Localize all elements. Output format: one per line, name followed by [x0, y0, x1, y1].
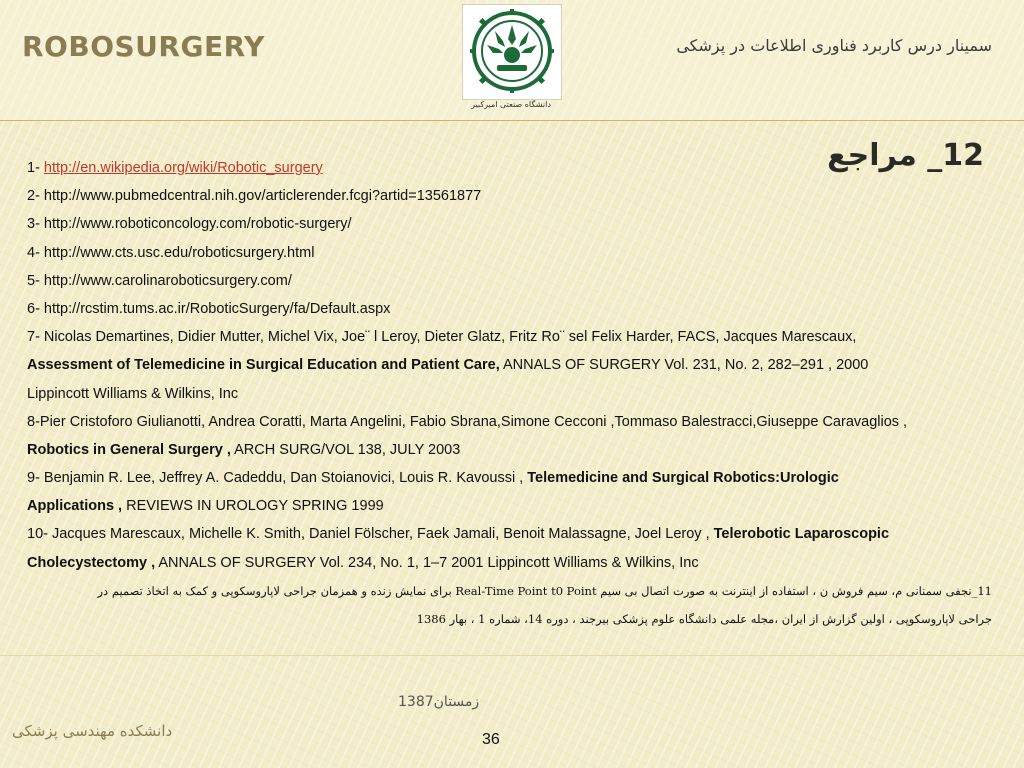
logo-caption: دانشگاه صنعتی امیرکبیر	[471, 100, 551, 109]
reference-11-line-2: جراحی لاپاروسکوپی ، اولین گزارش از ایران ،مجله علمی دانشگاه علوم پزشکی بیرجند ، دوره 14، شماره 1 ، بهار 1386	[416, 611, 992, 626]
reference-authors: 9- Benjamin R. Lee, Jeffrey A. Cadeddu, Dan Stoianovici, Louis R. Kavoussi ,	[27, 470, 528, 487]
reference-8-authors: 8-Pier Cristoforo Giulianotti, Andrea Coratti, Marta Angelini, Fabio Sbrana,Simone Cecconi ,Tommaso Balestracci,Giuseppe Caravaglios ,	[27, 413, 908, 430]
reference-authors: 10- Jacques Marescaux, Michelle K. Smith, Daniel Fölscher, Faek Jamali, Benoit Malassagne, Joel Leroy ,	[27, 526, 714, 543]
reference-7-publisher: Lippincott Williams & Wilkins, Inc	[27, 385, 239, 402]
reference-title: Telemedicine and Surgical Robotics:Urologic	[527, 470, 839, 487]
reference-9-authors	[27, 464, 997, 492]
reference-title: Assessment of Telemedicine in Surgical Education and Patient Care,	[27, 357, 500, 374]
reference-8-title	[27, 436, 997, 464]
reference-link[interactable]: http://en.wikipedia.org/wiki/Robotic_surgery	[43, 160, 323, 176]
reference-3: 3- http://www.roboticoncology.com/robotic-surgery/	[27, 216, 352, 233]
reference-source: REVIEWS IN UROLOGY SPRING 1999	[122, 498, 384, 515]
reference-source: ARCH SURG/VOL 138, JULY 2003	[230, 441, 461, 458]
reference-11-line-1: 11_نجفی سمنانی م، سیم فروش ن ، استفاده از اینترنت به صورت اتصال بی سیم Real-Time Point t0 Point برای نمایش زنده و همزمان جراحی لاپاروسکوپی و کمک به اتخاذ تصمیم در	[97, 583, 992, 598]
faculty-label: دانشکده مهندسی پزشکی	[12, 722, 173, 740]
reference-7-title	[27, 351, 997, 379]
seminar-title: سمینار درس کاربرد فناوری اطلاعات در پزشکی	[676, 36, 992, 55]
reference-5: 5- http://www.carolinaroboticsurgery.com/	[27, 272, 292, 289]
reference-4: 4- http://www.cts.usc.edu/roboticsurgery.html	[27, 244, 315, 261]
reference-1	[27, 154, 997, 182]
reference-source: ANNALS OF SURGERY Vol. 231, No. 2, 282–291 , 2000	[499, 357, 869, 374]
reference-source: ANNALS OF SURGERY Vol. 234, No. 1, 1–7 2001 Lippincott Williams & Wilkins, Inc	[155, 554, 699, 571]
reference-title: Cholecystectomy ,	[27, 554, 156, 571]
reference-2: 2- http://www.pubmedcentral.nih.gov/articlerender.fcgi?artid=13561877	[27, 188, 482, 205]
university-emblem-icon	[463, 5, 561, 99]
reference-10-authors	[27, 520, 997, 548]
reference-title: Robotics in General Surgery ,	[27, 441, 231, 458]
season-label: زمستان1387	[398, 694, 480, 710]
reference-6: 6- http://rcstim.tums.ac.ir/RoboticSurgery/fa/Default.aspx	[27, 300, 391, 317]
references-list	[27, 154, 997, 633]
footer-divider	[0, 655, 1024, 656]
header-divider	[0, 120, 1024, 121]
university-logo	[462, 4, 562, 100]
reference-10-title	[27, 549, 997, 577]
section-heading: 12_ مراجع	[827, 138, 984, 173]
reference-7-authors: 7- Nicolas Demartines, Didier Mutter, Michel Vix, Joe¨ l Leroy, Dieter Glatz, Fritz Ro¨ sel Felix Harder, FACS, Jacques Marescaux,	[27, 329, 857, 346]
slide-title: ROBOSURGERY	[22, 30, 265, 63]
reference-number: 1-	[27, 160, 44, 176]
reference-title: Applications ,	[27, 498, 123, 515]
reference-9-title	[27, 492, 997, 520]
reference-title: Telerobotic Laparoscopic	[713, 526, 890, 543]
page-number: 36	[482, 731, 500, 748]
